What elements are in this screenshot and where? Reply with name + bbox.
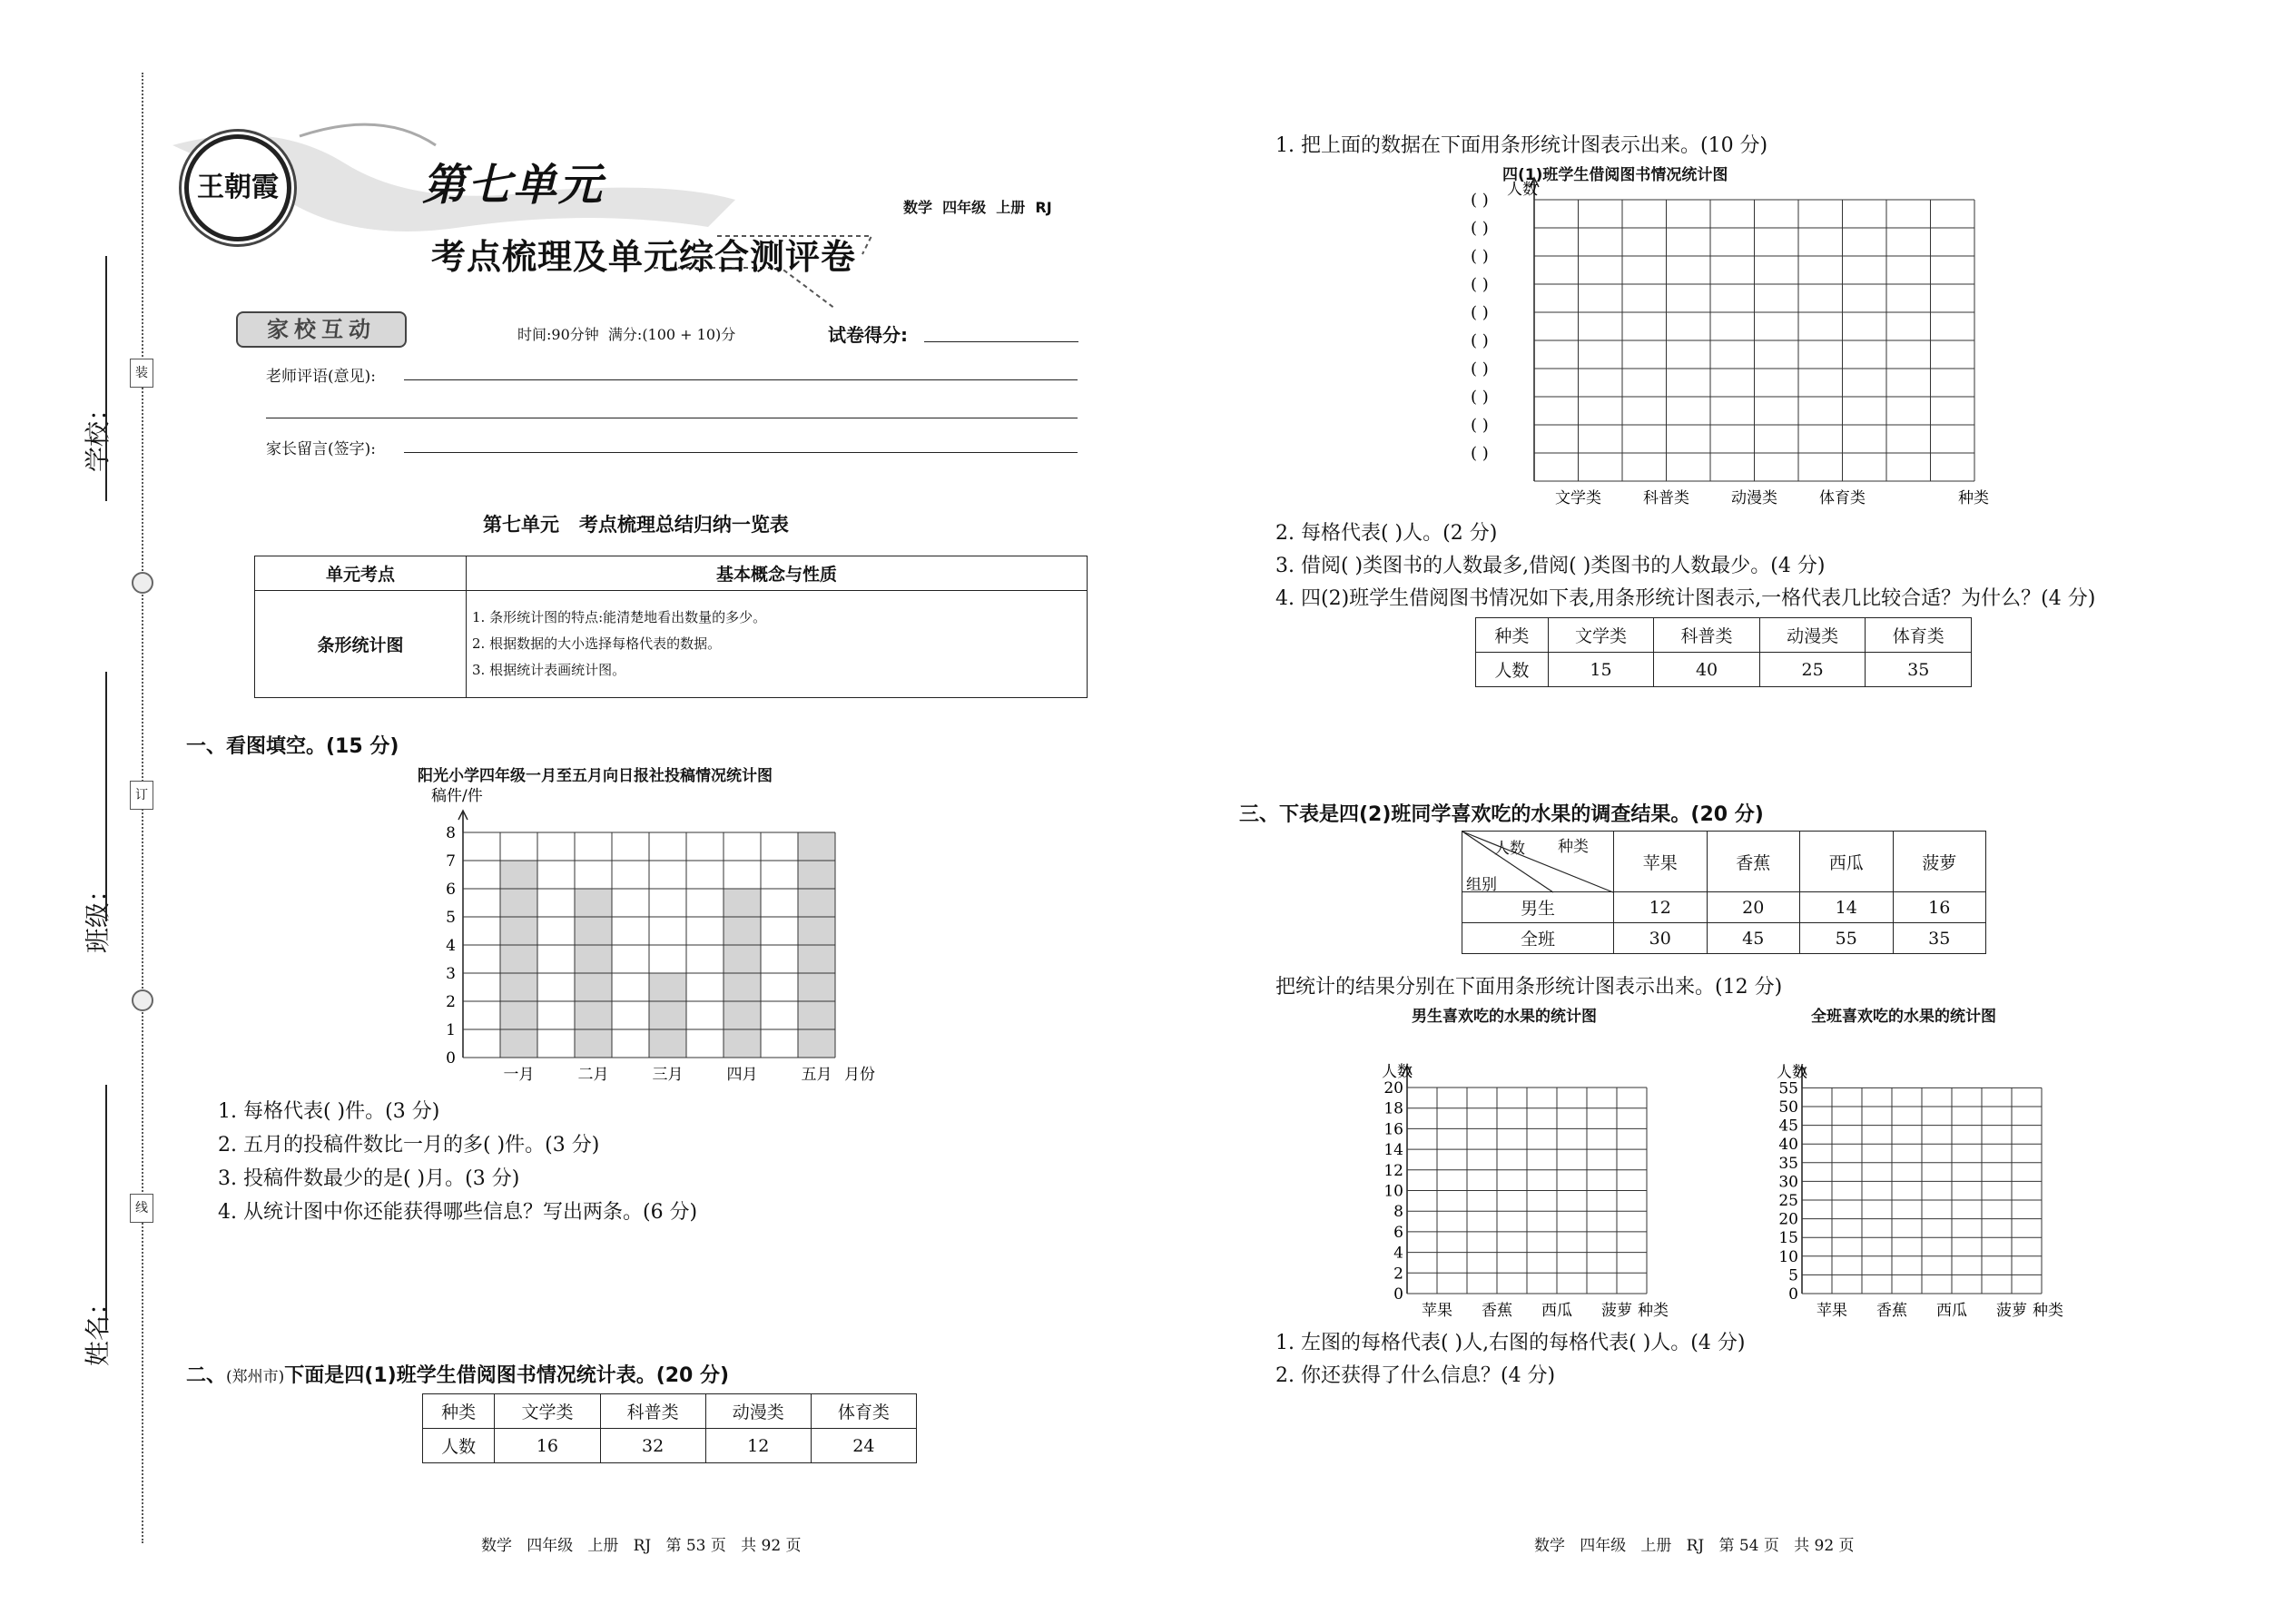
class-line xyxy=(105,672,107,921)
y-tick-label: 18 xyxy=(1383,1099,1403,1118)
section1-q3: 3. 投稿件数最少的是( )月。(3 分) xyxy=(218,1167,520,1190)
table-header-cell: 科普类 xyxy=(600,1394,705,1429)
y-tick-label: 4 xyxy=(1393,1244,1403,1263)
teacher-comment-label: 老师评语(意见): xyxy=(266,368,376,386)
corner-cell xyxy=(1462,832,1614,892)
y-tick-label: 5 xyxy=(446,909,456,927)
table-header-cell: 种类 xyxy=(1476,618,1549,653)
table-row-label: 人数 xyxy=(423,1429,495,1463)
section3-q1: 1. 左图的每格代表( )人,右图的每格代表( )人。(4 分) xyxy=(1275,1332,1746,1354)
x-tick-label: 体育类 xyxy=(1819,489,1866,507)
chart2-title: 四(1)班学生借阅图书情况统计图 xyxy=(1502,166,1728,184)
class-label: 班级： xyxy=(83,876,113,953)
x-tick-label: 五月 xyxy=(801,1066,832,1084)
section1-q1: 1. 每格代表( )件。(3 分) xyxy=(218,1100,440,1123)
section2-q3: 3. 借阅( )类图书的人数最多,借阅( )类图书的人数最少。(4 分) xyxy=(1275,555,1826,577)
y-tick-label: 3 xyxy=(446,965,456,983)
punch-hole-icon xyxy=(132,989,153,1011)
y-tick-label: 6 xyxy=(1393,1223,1403,1242)
x-tick-label: 苹果 xyxy=(1422,1302,1452,1320)
x-tick-label: 菠萝 xyxy=(1996,1302,2027,1320)
summary-topic: 条形统计图 xyxy=(255,591,467,698)
y-tick-label: 0 xyxy=(446,1049,456,1068)
y-axis-label: 人数 xyxy=(1507,181,1538,199)
y-tick-blank: ( ) xyxy=(1471,275,1489,294)
x-axis-label: 种类 xyxy=(1958,489,1989,507)
y-tick-blank: ( ) xyxy=(1471,388,1489,407)
bar-3 xyxy=(649,973,686,1058)
y-tick-label: 35 xyxy=(1778,1154,1798,1173)
table-cell: 32 xyxy=(600,1429,705,1463)
teacher-comment-line[interactable] xyxy=(404,379,1078,380)
seal-char-1: 装 xyxy=(130,359,153,388)
summary-table xyxy=(254,556,1088,698)
y-tick-blank: ( ) xyxy=(1471,416,1489,435)
x-axis-label: 种类 xyxy=(2033,1302,2063,1320)
x-axis-label: 种类 xyxy=(1638,1302,1669,1320)
table-cell: 45 xyxy=(1707,923,1800,954)
y-tick-label: 40 xyxy=(1778,1136,1798,1155)
y-tick-label: 8 xyxy=(1393,1203,1403,1222)
y-tick-label: 6 xyxy=(446,881,456,899)
x-tick-label: 科普类 xyxy=(1643,489,1689,507)
y-tick-label: 20 xyxy=(1383,1079,1403,1097)
y-tick-blank: ( ) xyxy=(1471,219,1489,238)
y-tick-label: 8 xyxy=(446,824,456,842)
y-tick-blank: ( ) xyxy=(1471,247,1489,266)
table-header-cell: 苹果 xyxy=(1614,832,1708,892)
section2-prefix: 二、 xyxy=(186,1364,227,1387)
table-header-cell: 动漫类 xyxy=(705,1394,811,1429)
exam-subtitle: 考点梳理及单元综合测评卷 xyxy=(431,236,857,277)
family-box: 家校互动 xyxy=(236,311,407,348)
x-tick-label: 文学类 xyxy=(1555,489,1601,507)
y-axis-label: 人数 xyxy=(1382,1063,1413,1081)
x-tick-label: 西瓜 xyxy=(1936,1302,1967,1320)
table-header-cell: 体育类 xyxy=(811,1394,916,1429)
table-header-cell: 香蕉 xyxy=(1707,832,1800,892)
punch-hole-icon xyxy=(132,572,153,594)
y-tick-blank: ( ) xyxy=(1471,359,1489,379)
table-row-label: 全班 xyxy=(1462,923,1614,954)
y-tick-label: 30 xyxy=(1778,1173,1798,1192)
y-tick-label: 2 xyxy=(446,993,456,1011)
y-tick-label: 25 xyxy=(1778,1192,1798,1210)
section2-q2: 2. 每格代表( )人。(2 分) xyxy=(1275,522,1498,545)
x-tick-label: 菠萝 xyxy=(1601,1302,1632,1320)
y-tick-label: 15 xyxy=(1778,1229,1798,1248)
section2-text: 下面是四(1)班学生借阅图书情况统计表。(20 分) xyxy=(284,1364,730,1387)
x-tick-label: 三月 xyxy=(652,1066,684,1084)
section2-source: (郑州市) xyxy=(226,1368,285,1386)
parent-comment-label: 家长留言(签字): xyxy=(266,440,376,458)
table-cell: 24 xyxy=(811,1429,916,1463)
section2-q4: 4. 四(2)班学生借阅图书情况如下表,用条形统计图表示,一格代表几比较合适？为什么？(4 分) xyxy=(1275,587,2096,610)
score-blank[interactable] xyxy=(924,341,1078,342)
summary-col1: 单元考点 xyxy=(255,556,467,591)
section1-q2: 2. 五月的投稿件数比一月的多( )件。(3 分) xyxy=(218,1134,600,1156)
table-header-cell: 西瓜 xyxy=(1800,832,1894,892)
y-tick-label: 1 xyxy=(446,1021,456,1039)
x-tick-label: 苹果 xyxy=(1816,1302,1847,1320)
seal-char-3: 线 xyxy=(130,1194,153,1223)
corner-mid: 种类 xyxy=(1558,838,1589,856)
y-tick-label: 50 xyxy=(1778,1098,1798,1117)
school-line xyxy=(105,256,107,501)
name-line xyxy=(105,1085,107,1330)
summary-col2: 基本概念与性质 xyxy=(467,556,1088,591)
x-tick-label: 香蕉 xyxy=(1482,1302,1512,1320)
table-cell: 35 xyxy=(1866,653,1972,687)
section3-instruction: 把统计的结果分别在下面用条形统计图表示出来。(12 分) xyxy=(1275,976,1783,999)
section3-heading: 三、下表是四(2)班同学喜欢吃的水果的调查结果。(20 分) xyxy=(1239,803,1764,826)
y-tick-label: 45 xyxy=(1778,1117,1798,1136)
summary-point: 2. 根据数据的大小选择每格代表的数据。 xyxy=(472,635,722,652)
y-tick-label: 12 xyxy=(1383,1161,1403,1180)
x-tick-label: 四月 xyxy=(726,1066,758,1084)
y-tick-blank: ( ) xyxy=(1471,191,1489,210)
table-header-cell: 科普类 xyxy=(1654,618,1760,653)
name-label: 姓名： xyxy=(83,1289,113,1366)
x-tick-label: 香蕉 xyxy=(1876,1302,1907,1320)
chart4-svg xyxy=(1757,1021,2120,1321)
table-row-label: 人数 xyxy=(1476,653,1549,687)
seal-char-2: 订 xyxy=(130,781,153,810)
y-tick-blank: ( ) xyxy=(1471,303,1489,322)
chart3-svg xyxy=(1362,1021,1725,1321)
table-cell: 14 xyxy=(1800,892,1894,923)
y-tick-label: 4 xyxy=(446,937,456,955)
section2-heading xyxy=(186,1360,729,1388)
chart3-title: 男生喜欢吃的水果的统计图 xyxy=(1412,1008,1597,1026)
table-header-cell: 文学类 xyxy=(1548,618,1654,653)
corner-top: 人数 xyxy=(1494,840,1525,858)
summary-point: 3. 根据统计表画统计图。 xyxy=(472,662,626,678)
table-cell: 35 xyxy=(1893,923,1986,954)
unit-title: 第七单元 xyxy=(422,160,605,211)
x-tick-label: 二月 xyxy=(577,1066,609,1084)
school-label: 学校： xyxy=(83,395,113,472)
section2-q1: 1. 把上面的数据在下面用条形统计图表示出来。(10 分) xyxy=(1275,134,1768,157)
table-cell: 12 xyxy=(1614,892,1708,923)
y-axis-label: 稿件/件 xyxy=(431,787,483,805)
table-cell: 12 xyxy=(705,1429,811,1463)
table-cell: 40 xyxy=(1654,653,1760,687)
chart2-svg xyxy=(1452,181,1989,513)
y-tick-label: 0 xyxy=(1788,1285,1798,1304)
corner-bottom: 组别 xyxy=(1466,876,1497,894)
summary-title: 第七单元 考点梳理总结归纳一览表 xyxy=(483,514,789,536)
x-axis-label: 月份 xyxy=(844,1066,875,1084)
section1-heading: 一、看图填空。(15 分) xyxy=(186,735,399,758)
x-tick-label: 一月 xyxy=(503,1066,535,1084)
publisher-logo: 王朝霞 xyxy=(184,134,291,241)
y-tick-label: 16 xyxy=(1383,1120,1403,1139)
table-cell: 25 xyxy=(1759,653,1866,687)
y-tick-label: 10 xyxy=(1778,1247,1798,1266)
parent-comment-line[interactable] xyxy=(404,452,1078,453)
score-label: 试卷得分: xyxy=(828,324,908,346)
y-tick-label: 55 xyxy=(1778,1079,1798,1098)
x-tick-label: 动漫类 xyxy=(1731,489,1777,507)
y-tick-label: 14 xyxy=(1383,1141,1403,1160)
y-tick-label: 20 xyxy=(1778,1210,1798,1229)
y-tick-label: 10 xyxy=(1383,1182,1403,1201)
footer-right: 数学 四年级 上册 RJ 第 54 页 共 92 页 xyxy=(1534,1537,1855,1555)
table-header-cell: 体育类 xyxy=(1866,618,1972,653)
section1-q4: 4. 从统计图中你还能获得哪些信息？写出两条。(6 分) xyxy=(218,1201,698,1224)
y-tick-label: 5 xyxy=(1788,1266,1798,1285)
chart4-title: 全班喜欢吃的水果的统计图 xyxy=(1811,1008,1996,1026)
table-cell: 16 xyxy=(1893,892,1986,923)
borrow-table-1 xyxy=(422,1393,917,1463)
table-cell: 30 xyxy=(1614,923,1708,954)
table-header-cell: 菠萝 xyxy=(1893,832,1986,892)
y-tick-label: 7 xyxy=(446,852,456,871)
borrow-table-2 xyxy=(1475,617,1972,687)
chart1-title: 阳光小学四年级一月至五月向日报社投稿情况统计图 xyxy=(418,767,773,785)
y-tick-label: 0 xyxy=(1393,1285,1403,1304)
y-tick-blank: ( ) xyxy=(1471,444,1489,463)
table-cell: 16 xyxy=(495,1429,600,1463)
bar-1 xyxy=(500,861,537,1058)
table-cell: 15 xyxy=(1548,653,1654,687)
y-tick-blank: ( ) xyxy=(1471,331,1489,350)
summary-point: 1. 条形统计图的特点:能清楚地看出数量的多少。 xyxy=(472,609,767,625)
footer-left: 数学 四年级 上册 RJ 第 53 页 共 92 页 xyxy=(481,1537,802,1555)
table-row-label: 男生 xyxy=(1462,892,1614,923)
table-header-cell: 种类 xyxy=(423,1394,495,1429)
table-header-cell: 文学类 xyxy=(495,1394,600,1429)
y-axis-label: 人数 xyxy=(1777,1063,1807,1082)
table-cell: 55 xyxy=(1800,923,1894,954)
fruit-table xyxy=(1462,831,1986,962)
table-header-cell: 动漫类 xyxy=(1759,618,1866,653)
y-tick-label: 2 xyxy=(1393,1265,1403,1284)
section3-q2: 2. 你还获得了什么信息？(4 分) xyxy=(1275,1364,1556,1387)
table-cell: 20 xyxy=(1707,892,1800,923)
series-tag: 数学 四年级 上册 RJ xyxy=(903,199,1052,216)
time-info: 时间:90分钟 满分:(100 + 10)分 xyxy=(517,326,736,343)
chart1-svg xyxy=(418,781,926,1089)
x-tick-label: 西瓜 xyxy=(1541,1302,1572,1320)
